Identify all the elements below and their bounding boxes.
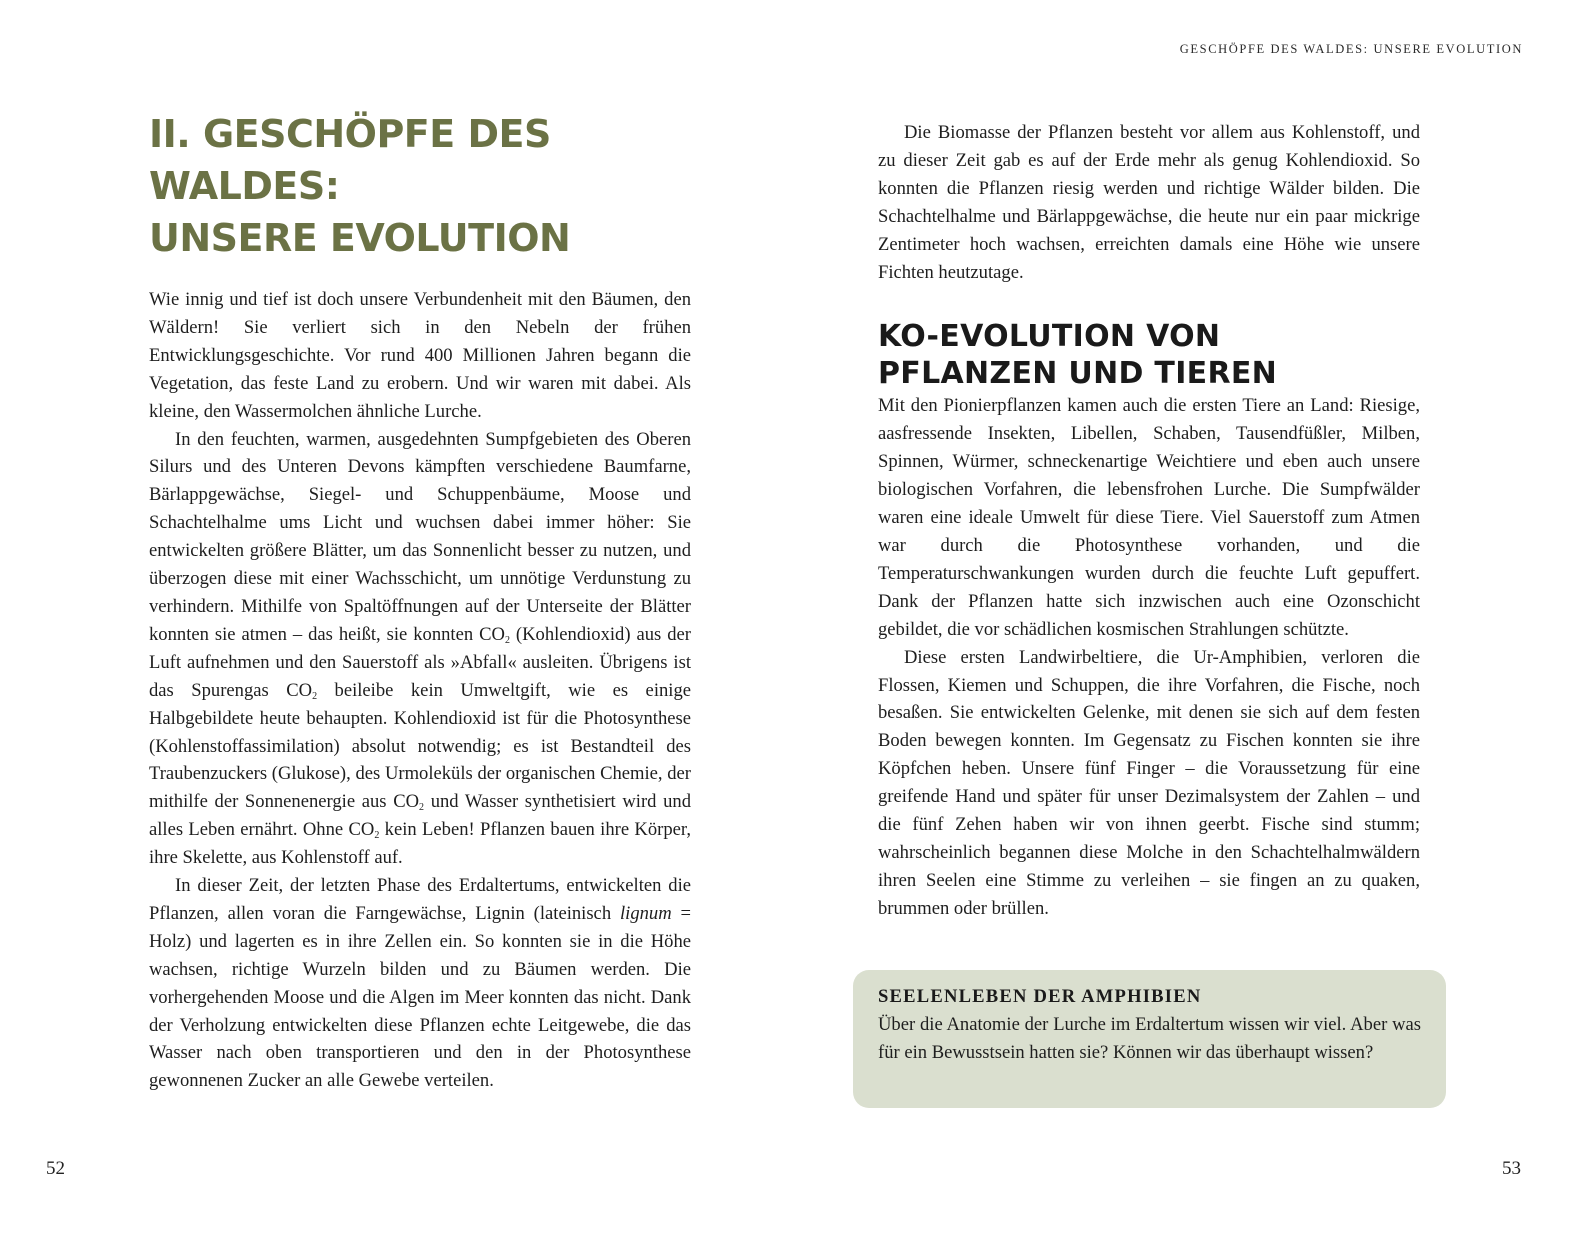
left-page-column xyxy=(149,108,691,1095)
italic-term: lignum xyxy=(619,902,672,924)
subscript: 2 xyxy=(312,690,318,702)
section-title xyxy=(878,318,1420,392)
section-title-line-2: PFLANZEN UND TIEREN xyxy=(878,356,1278,392)
info-box-title: SEELENLEBEN DER AMPHIBIEN xyxy=(878,986,1202,1007)
info-box xyxy=(853,970,1446,1108)
paragraph-pioneer-plants: Mit den Pionierpflanzen kamen auch die ersten Tiere an Land: Riesige, aasfressende Insekten, Libellen, Schaben, Tausendfüßler, Milben, Spinnen, Würmer, schneckenartige Weichtiere und eben auch unsere biologischen Vorfahren, die lebensfrohen Lurche. Die Sumpfwälder waren eine ideale Umwelt für diese Tiere. Viel Sauerstoff zum Atmen war durch die Photosynthese vorhanden, und die Temperaturschwankungen wurden durch die feuchte Luft gepuffert. Dank der Pflanzen hatte sich inzwischen auch eine Ozonschicht gebildet, die vor schädlichen kosmischen Strahlungen schützte. xyxy=(878,395,1420,640)
right-page-column xyxy=(878,119,1420,923)
chapter-title xyxy=(149,108,691,264)
page-number-left: 52 xyxy=(46,1158,65,1179)
subscript: 2 xyxy=(374,830,380,842)
paragraph-lignin: In dieser Zeit, der letzten Phase des Erdaltertums, entwickelten die Pflanzen, allen voran die Farngewächse, Lignin (lateinisch lignum = Holz) und lagerten es in ihre Zellen ein. So konnten sie in die Höhe wachsen, richtige Wurzeln bilden und zu Bäumen werden. Die vorhergehenden Moose und die Algen im Meer konnten das nicht. Dank der Verholzung entwickelten diese Pflanzen echte Leitgewebe, die das Wasser nach oben transportieren und den in der Photosynthese gewonnenen Zucker an alle Gewebe verteilen. xyxy=(149,875,691,1092)
chapter-title-line-2: UNSERE EVOLUTION xyxy=(149,216,571,260)
paragraph-biomass: Die Biomasse der Pflanzen besteht vor allem aus Kohlenstoff, und zu dieser Zeit gab es auf der Erde mehr als genug Kohlendioxid. So konnten die Pflanzen riesig werden und richtige Wälder bilden. Die Schachtelhalme und Bärlappgewächse, die heute nur ein paar mickrige Zentimeter hoch wachsen, erreichten damals eine Höhe wie unsere Fichten heutzutage. xyxy=(878,122,1420,283)
chapter-title-line-1: II. GESCHÖPFE DES WALDES: xyxy=(149,112,551,208)
page-number-right: 53 xyxy=(1502,1158,1521,1179)
info-box-text: Über die Anatomie der Lurche im Erdaltertum wissen wir viel. Aber was für ein Bewusstsein hatten sie? Können wir das überhaupt wissen? xyxy=(878,1014,1421,1063)
running-head: GESCHÖPFE DES WALDES: UNSERE EVOLUTION xyxy=(1179,42,1523,56)
paragraph-amphibians: Diese ersten Landwirbeltiere, die Ur-Amphibien, verloren die Flossen, Kiemen und Schuppen, die ihre Vorfahren, die Fische, noch besaßen. Sie entwickelten Gelenke, mit denen sie sich auf dem festen Boden bewegen konnten. Im Gegensatz zu Fischen konnten sie ihre Köpfchen heben. Unsere fünf Finger – die Voraussetzung für eine greifende Hand und später für unser Dezimalsystem der Zahlen – und die fünf Zehen haben wir von ihnen geerbt. Fische sind stumm; wahrscheinlich begannen diese Molche in den Schachtelhalmwäldern ihren Seelen eine Stimme zu verleihen – sie fingen an zu quaken, brummen oder brüllen. xyxy=(878,646,1420,919)
subscript: 2 xyxy=(419,802,425,814)
section-title-line-1: KO-EVOLUTION VON xyxy=(878,319,1221,355)
paragraph-devon: In den feuchten, warmen, ausgedehnten Sumpfgebieten des Oberen Silurs und des Unteren Devons kämpften verschiedene Baumfarne, Bärlappgewächse, Siegel- und Schuppenbäume, Moose und Schachtelhalme ums Licht und wuchsen dabei immer höher: Sie entwickelten größere Blätter, um das Sonnenlicht besser zu nutzen, und überzogen diese mit einer Wachsschicht, um unnötige Verdunstung zu verhindern. Mithilfe von Spaltöffnungen auf der Unterseite der Blätter konnten sie atmen – das heißt, sie konnten $CO_2$ (Kohlendioxid) aus der Luft aufnehmen und den Sauerstoff als »Abfall« ausleiten. Übrigens ist das Spurengas $CO_2$ beileibe kein Umweltgift, wie es einige Halbgebildete heute behaupten. Kohlendioxid ist für die Photosynthese (Kohlenstoffassimilation) absolut notwendig; es ist Bestandteil des Traubenzuckers (Glukose), des Urmoleküls der organischen Chemie, der mithilfe der Sonnenenergie aus $CO_2$ und Wasser synthetisiert wird und alles Leben ernährt. Ohne $CO_2$ kein Leben! Pflanzen bauen ihre Körper, ihre Skelette, aus Kohlenstoff auf. xyxy=(149,428,691,869)
subscript: 2 xyxy=(504,634,510,646)
paragraph-intro: Wie innig und tief ist doch unsere Verbundenheit mit den Bäumen, den Wäldern! Sie verliert sich in den Nebeln der frühen Entwicklungsgeschichte. Vor rund 400 Millionen Jahren begann die Vegetation, das feste Land zu erobern. Und wir waren mit dabei. Als kleine, den Wassermolchen ähnliche Lurche. xyxy=(149,289,691,422)
